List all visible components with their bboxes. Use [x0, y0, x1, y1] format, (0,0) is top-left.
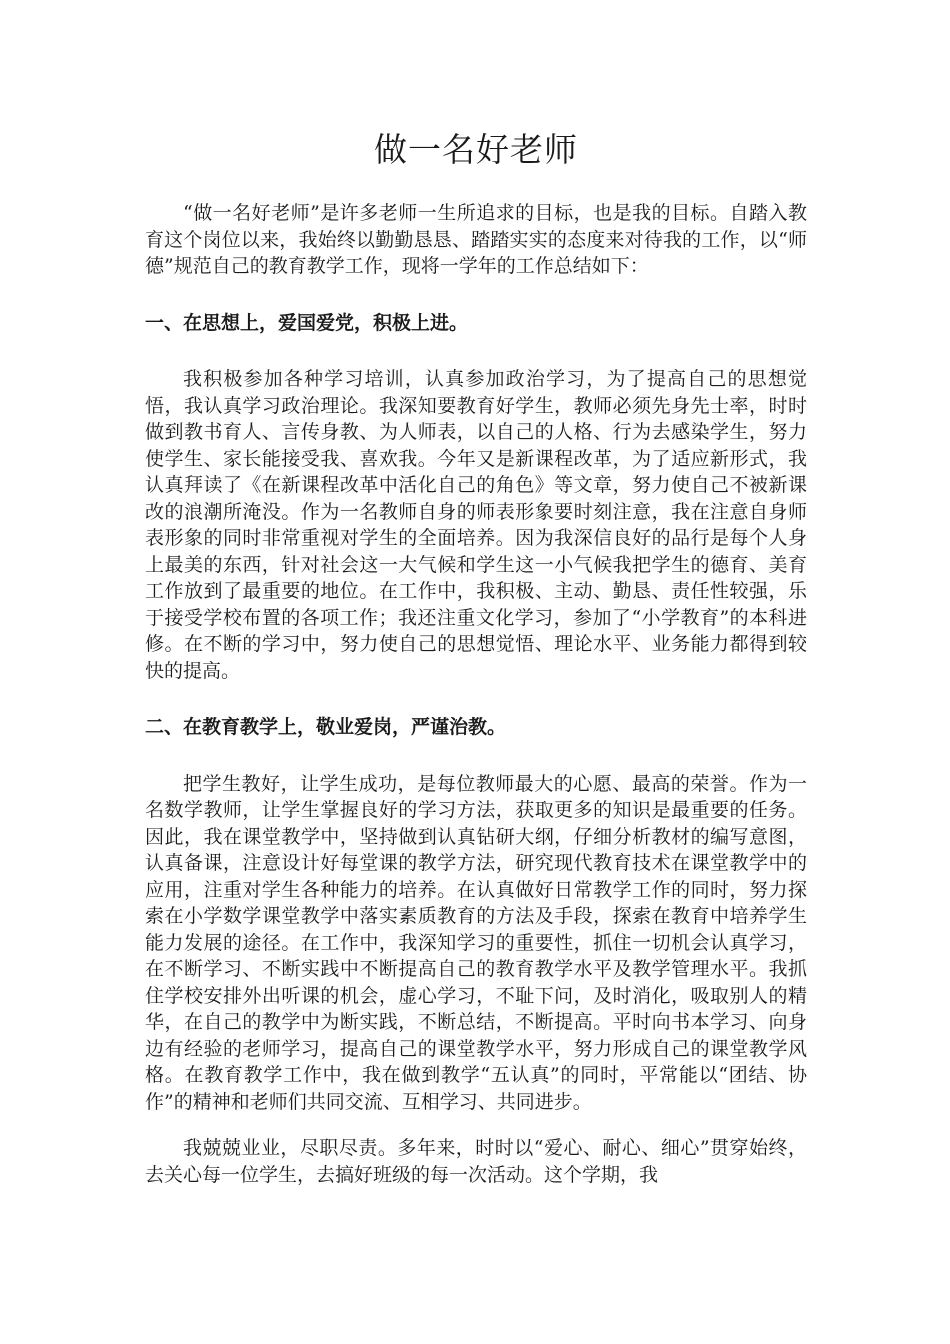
- section1-heading: 一、在思想上，爱国爱党，积极上进。: [145, 311, 469, 334]
- spacer: [145, 280, 807, 310]
- document-title: 做一名好老师: [374, 130, 578, 169]
- intro-paragraph: “做一名好老师”是许多老师一生所追求的目标，也是我的目标。自踏入教育这个岗位以来，我始终以勤勤恳恳、踏踏实实的态度来对待我的工作，以“师德”规范自己的教育教学工作，现将一学年的工作总结如下：: [145, 202, 807, 277]
- section1-paragraph: 我积极参加各种学习培训，认真参加政治学习，为了提高自己的思想觉悟，我认真学习政治理论。我深知要教育好学生，教师必须先身先士率，时时做到教书育人、言传身教、为人师表，以自己的人格、行为去感染学生，努力使学生、家长能接受我、喜欢我。今年又是新课程改革，为了适应新形式，我认真拜读了《在新课程改革中活化自己的角色》等文章，努力使自己不被新课改的浪潮所淹没。作为一名教师自身的师表形象要时刻注意，我在注意自身师表形象的同时非常重视对学生的全面培养。因为我深信良好的品行是每个人身上最美的东西，针对社会这一大气候和学生这一小气候我把学生的德育、美育工作放到了最重要的地位。在工作中，我积极、主动、勤恳、责任性较强，乐于接受学校布置的各项工作；我还注重文化学习，参加了“小学教育”的本科进修。在不断的学习中，努力使自己的思想觉悟、理论水平、业务能力都得到较快的提高。: [145, 368, 807, 682]
- spacer: [145, 1115, 807, 1135]
- section2-paragraph-1: 把学生教好，让学生成功，是每位教师最大的心愿、最高的荣誉。作为一名数学教师，让学生掌握良好的学习方法，获取更多的知识是最重要的任务。因此，我在课堂教学中，坚持做到认真钻研大纲，仔细分析教材的编写意图，认真备课，注意设计好每堂课的教学方法，研究现代教育技术在课堂教学中的应用，注重对学生各种能力的培养。在认真做好日常教学工作的同时，努力探索在小学数学课堂教学中落实素质教育的方法及手段，探索在教育中培养学生能力发展的途径。在工作中，我深知学习的重要性，抓住一切机会认真学习，在不断学习、不断实践中不断提高自己的教育教学水平及教学管理水平。我抓住学校安排外出听课的机会，虚心学习，不耻下问，及时消化，吸取别人的精华，在自己的教学中为断实践，不断总结，不断提高。平时向书本学习、向身边有经验的老师学习，提高自己的课堂教学水平，努力形成自己的课堂教学风格。在教育教学工作中，我在做到教学“五认真”的同时，平常能以“团结、协作”的精神和老师们共同交流、互相学习、共同进步。: [145, 772, 807, 1113]
- spacer: [145, 336, 807, 366]
- spacer: [145, 684, 807, 714]
- document-page: [145, 120, 807, 1188]
- section2-paragraph-2: 我兢兢业业，尽职尽责。多年来，时时以“爱心、耐心、细心”贯穿始终，去关心每一位学生，去搞好班级的每一次活动。这个学期，我: [145, 1137, 807, 1186]
- section2-heading: 二、在教育教学上，敬业爱岗，严谨治教。: [145, 716, 507, 738]
- spacer: [145, 741, 807, 771]
